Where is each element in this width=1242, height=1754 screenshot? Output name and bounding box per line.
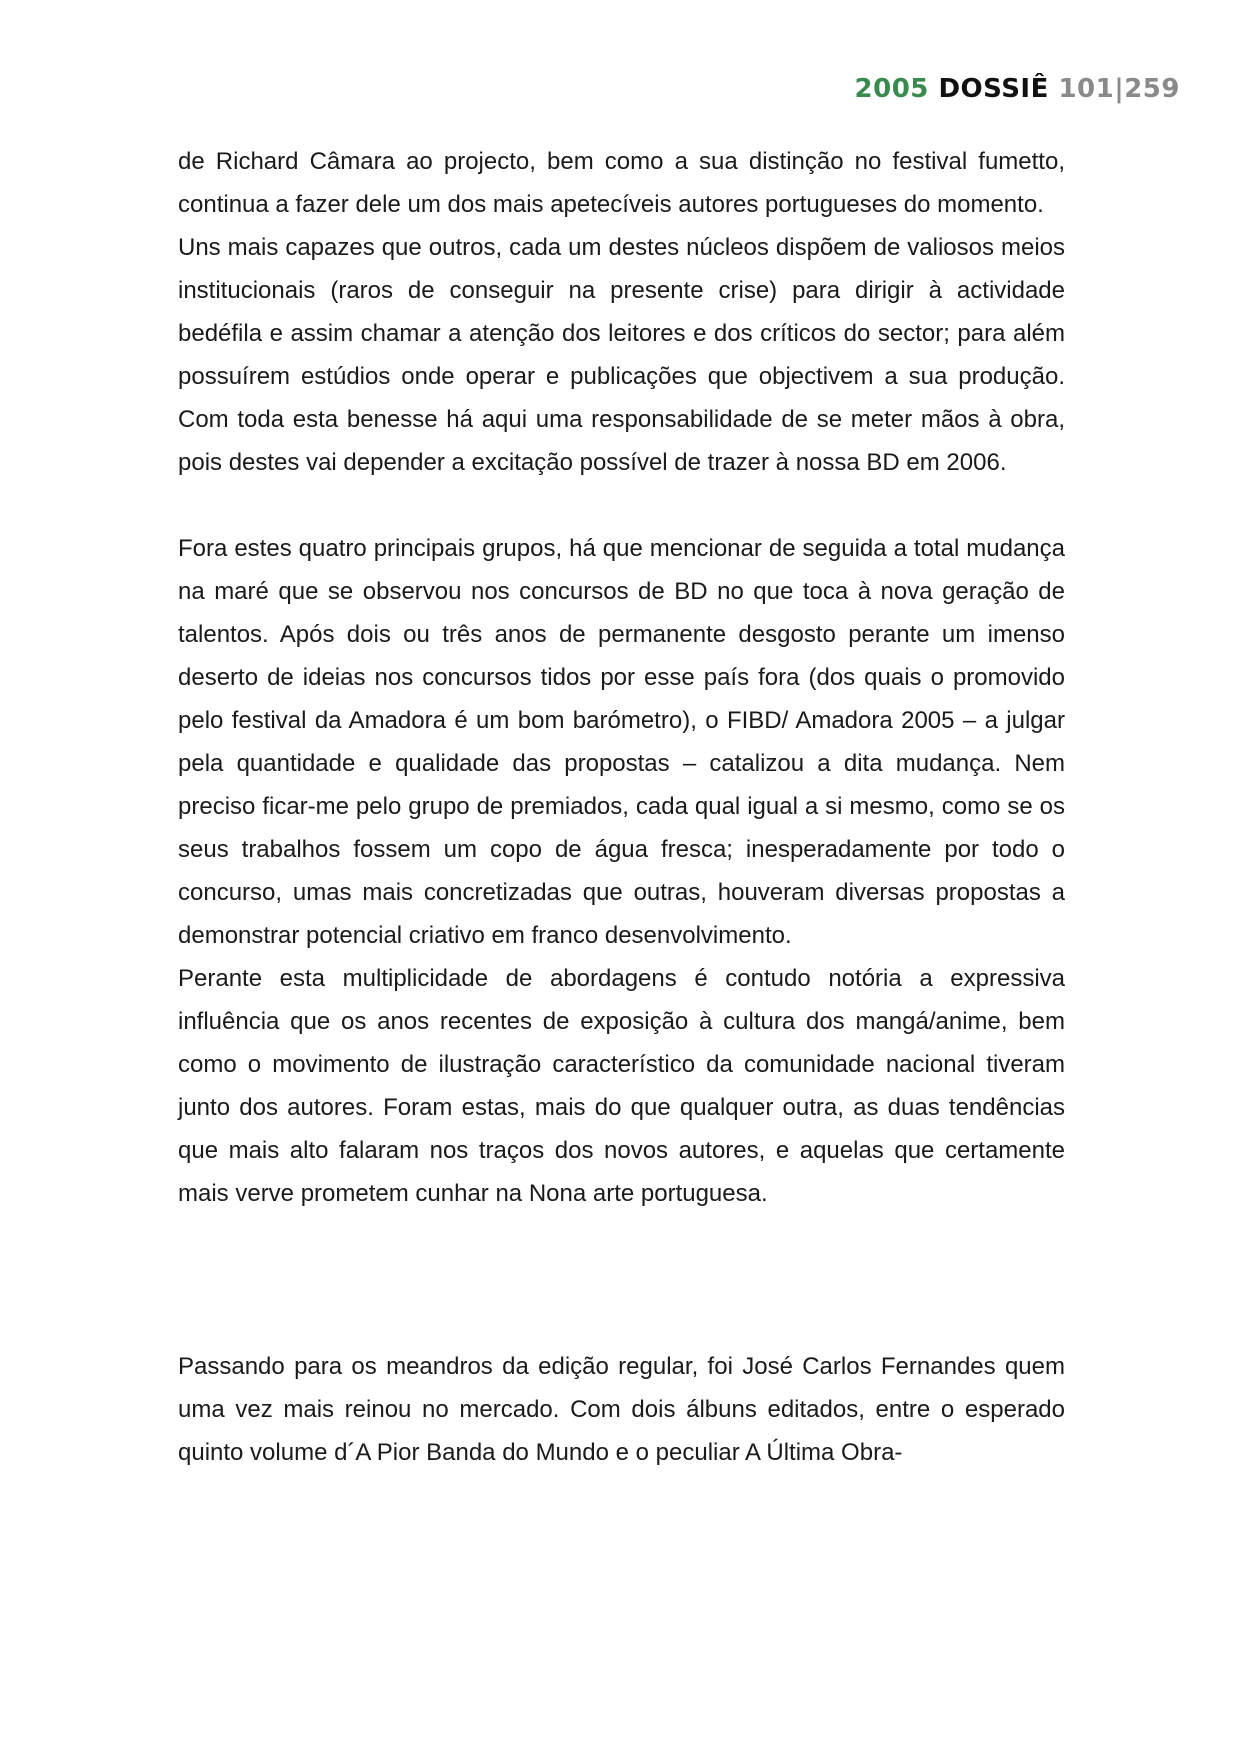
paragraph-1: de Richard Câmara ao projecto, bem como a sua distinção no festival fumetto, continua a fazer dele um dos mais apetecíveis autores portugueses do momento. bbox=[178, 148, 1065, 218]
paragraph-spacer bbox=[178, 484, 1065, 527]
header-title: DOSSIÊ bbox=[938, 74, 1049, 104]
paragraph-2: Uns mais capazes que outros, cada um destes núcleos dispõem de valiosos meios institucionais (raros de conseguir na presente crise) para dirigir à actividade bedéfila e assim chamar a atenção dos leitores e dos críticos do sector; para além possuírem estúdios onde operar e publicações que objectivem a sua produção. Com toda esta benesse há aqui uma responsabilidade de se meter mãos à obra, pois destes vai depender a excitação possível de trazer à nossa BD em 2006. bbox=[178, 234, 1065, 476]
header-year: 2005 bbox=[854, 74, 929, 104]
paragraph-5: Passando para os meandros da edição regular, foi José Carlos Fernandes quem uma vez mais reinou no mercado. Com dois álbuns editados, entre o esperado quinto volume d´A Pior Banda do Mundo e o peculiar A Última Obra- bbox=[178, 1353, 1065, 1466]
header-page-total: 259 bbox=[1124, 74, 1180, 104]
paragraph-3: Fora estes quatro principais grupos, há que mencionar de seguida a total mudança na maré que se observou nos concursos de BD no que toca à nova geração de talentos. Após dois ou três anos de permanente desgosto perante um imenso deserto de ideias nos concursos tidos por esse país fora (dos quais o promovido pelo festival da Amadora é um bom barómetro), o FIBD/ Amadora 2005 – a julgar pela quantidade e qualidade das propostas – catalizou a dita mudança. Nem preciso ficar-me pelo grupo de premiados, cada qual igual a si mesmo, como se os seus trabalhos fossem um copo de água fresca; inesperadamente por todo o concurso, umas mais concretizadas que outras, houveram diversas propostas a demonstrar potencial criativo em franco desenvolvimento. bbox=[178, 535, 1065, 949]
document-body bbox=[178, 140, 1065, 1474]
header-page-separator: | bbox=[1114, 74, 1125, 104]
page-header bbox=[855, 74, 1180, 104]
section-spacer bbox=[178, 1215, 1065, 1345]
header-page-current: 101 bbox=[1058, 74, 1115, 104]
paragraph-4: Perante esta multiplicidade de abordagens é contudo notória a expressiva influência que os anos recentes de exposição à cultura dos mangá/anime, bem como o movimento de ilustração característico da comunidade nacional tiveram junto dos autores. Foram estas, mais do que qualquer outra, as duas tendências que mais alto falaram nos traços dos novos autores, e aquelas que certamente mais verve prometem cunhar na Nona arte portuguesa. bbox=[178, 965, 1065, 1207]
